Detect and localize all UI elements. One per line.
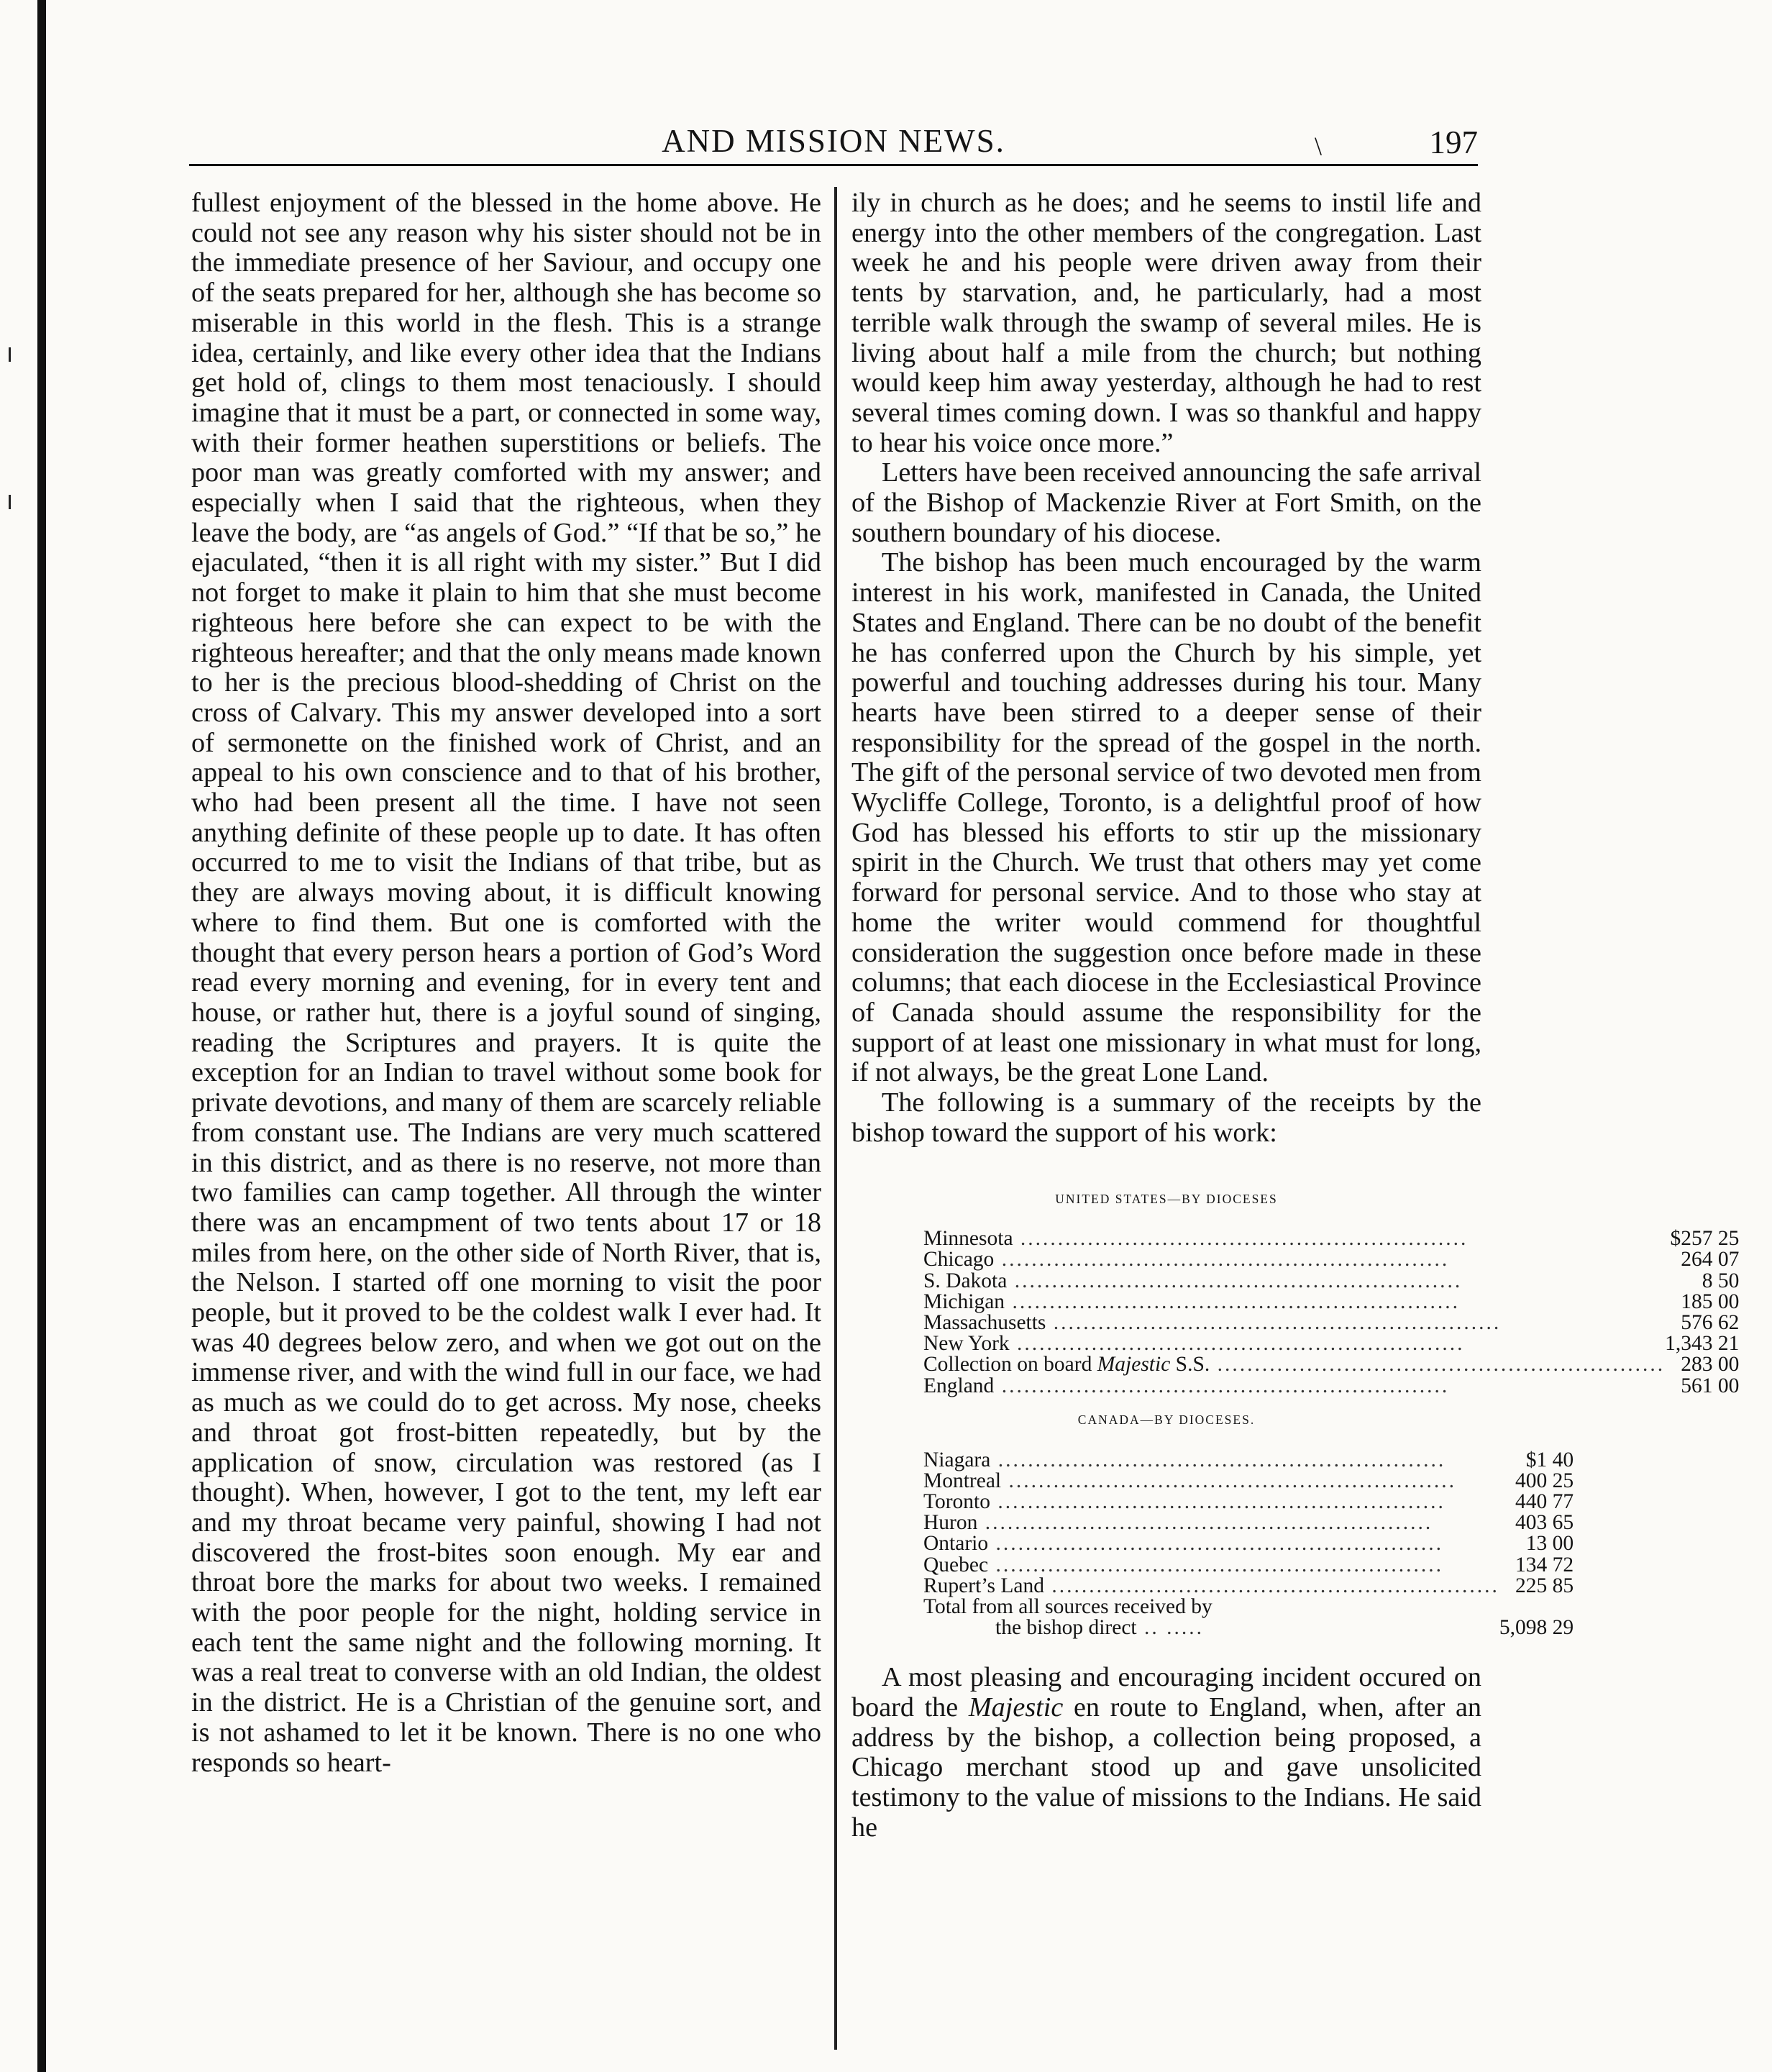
paragraph-bishop: The bishop has been much encouraged by the warm interest in his work, manifested in Canada, the United States and England. There can be no doubt of the benefit he has conferred upon the Church by his simple, yet powerful and touching addresses during his tour. Many hearts have been stirred to a deeper sense of their responsibility for the spread of the gospel in the north. The gift of the personal service of two devoted men from Wycliffe College, Toronto, is a delightful proof of how God has blessed his efforts to stir up the missionary spirit in the Church. We trust that others may yet come forward for personal service. And to those who stay at home the writer would commend for thoughtful consideration the suggestion once before made in these columns; that each diocese in the Ecclesiastical Province of Canada should assume the responsibility for the support of at least one missionary in what must for long, if not always, be the great Lone Land. bbox=[851, 547, 1481, 1088]
receipt-row: Niagara ............................................................ $1 40 bbox=[923, 1450, 1607, 1471]
receipt-row: Huron ............................................................ 403 65 bbox=[923, 1512, 1607, 1533]
total-row bbox=[923, 1597, 1607, 1617]
diocese-name: Michigan bbox=[923, 1290, 1005, 1313]
total-label-1: Total from all sources received by bbox=[923, 1594, 1212, 1618]
diocese-name: New York bbox=[923, 1332, 1010, 1356]
diocese-name: Massachusetts bbox=[923, 1311, 1046, 1335]
receipt-amount: 8 50 bbox=[1702, 1269, 1740, 1292]
page-header bbox=[189, 122, 1478, 167]
diocese-name: Minnesota bbox=[923, 1227, 1013, 1251]
receipt-row: Collection on board Majestic S.S. ............................................................ 283 00 bbox=[923, 1354, 1772, 1375]
paragraph-closing bbox=[851, 1663, 1481, 1843]
margin-mark bbox=[9, 347, 11, 362]
us-receipts-table bbox=[923, 1228, 1772, 1397]
left-column bbox=[191, 188, 821, 1778]
total-row-2: the bishop direct .. ..... 5,098 29 bbox=[923, 1617, 1607, 1638]
column-divider bbox=[834, 187, 837, 2050]
receipt-row: Montreal ............................................................ 400 25 bbox=[923, 1471, 1607, 1492]
receipt-row: Ontario ............................................................ 13 00 bbox=[923, 1533, 1607, 1554]
receipt-row: Massachusetts ............................................................ 576 62 bbox=[923, 1313, 1772, 1333]
receipt-row: Toronto ............................................................ 440 77 bbox=[923, 1492, 1607, 1512]
closing-after: en route to England, when, after an address by the bishop, a collection being proposed, a Chicago merchant stood up and gave unsolicited testimony to the value of missions to the Indians. He said he bbox=[851, 1692, 1481, 1843]
receipt-row: Rupert’s Land ............................................................ 225 85 bbox=[923, 1576, 1607, 1597]
receipt-amount: 440 77 bbox=[1515, 1489, 1574, 1513]
closing-before: A most pleasing and encouraging incident occured on board the bbox=[851, 1662, 1481, 1723]
diocese-name: Quebec bbox=[923, 1553, 989, 1576]
receipt-amount: 1,343 21 bbox=[1665, 1332, 1740, 1356]
right-column bbox=[851, 188, 1740, 1843]
receipt-amount: 283 00 bbox=[1681, 1353, 1740, 1377]
receipt-row: New York ............................................................ 1,343 21 bbox=[923, 1333, 1772, 1354]
receipt-amount: 225 85 bbox=[1515, 1574, 1574, 1597]
receipt-amount: $1 40 bbox=[1525, 1448, 1574, 1471]
diocese-name: Toronto bbox=[923, 1489, 990, 1513]
receipt-amount: 264 07 bbox=[1681, 1248, 1740, 1272]
receipt-amount: 185 00 bbox=[1681, 1290, 1740, 1313]
diocese-name: Huron bbox=[923, 1511, 978, 1535]
ship-suffix: S.S. bbox=[1170, 1353, 1210, 1377]
left-paragraph: fullest enjoyment of the blessed in the home above. He could not see any reason why his sister should not be in the immediate presence of her Saviour, and occupy one of the seats prepared for her, although she has become so miserable in this world in the flesh. This is a strange idea, certainly, and like every other idea that the Indians get hold of, clings to them most tenaciously. I should imagine that it must be a part, or connected in some way, with their former heathen superstitions or beliefs. The poor man was greatly comforted with my answer; and especially when I said that the righteous, when they leave the body, are “as angels of God.” “If that be so,” he ejaculated, “then it is all right with my sister.” But I did not forget to make it plain to him that she must become righteous here before she can expect to be with the righteous hereafter; and that the only means made known to her is the precious blood-shedding of Christ on the cross of Calvary. This my answer developed into a sort of sermonette on the finished work of Christ, and an appeal to his own conscience and to that of his brother, who had been present all the time. I have not seen anything definite of these people up to date. It has often occurred to me to visit the Indians of that tribe, but as they are always moving about, it is difficult knowing where to find them. But one is comforted with the thought that every person hears a portion of God’s Word read every morning and evening, for in every tent and house, or rather hut, there is a joyful sound of singing, reading the Scriptures and prayers. It is quite the exception for an Indian to travel without some book for private devotions, and many of them are scarcely reliable from constant use. The Indians are very much scattered in this district, and as there is no reserve, not more than two families can camp together. All through the winter there was an encampment of two tents about 17 or 18 miles from here, on the other side of North River, that is, the Nelson. I started off one morning to visit the poor people, but it proved to be the coldest walk I ever had. It was 40 degrees below zero, and when we got out on the immense river, and with the wind full in our face, we had as much as we could do to get across. My nose, cheeks and throat got frost-bitten repeatedly, but by the application of snow, circulation was restored (as I thought). When, however, I got to the tent, my left ear and my throat became very painful, showing I had not discovered the frost-bites soon enough. My ear and throat bore the marks for about two weeks. I remained with the poor people for the night, holding service in each tent the same night and the following morning. It was a real treat to converse with an old Indian, the oldest in the district. He is a Christian of the genuine sort, and is not ashamed to let it be known. There is no one who responds so heart- bbox=[191, 188, 821, 1778]
book-spine bbox=[37, 0, 46, 2072]
canada-receipts-heading: CANADA—BY DIOCESES. bbox=[1077, 1412, 1256, 1427]
receipt-row: Quebec ............................................................ 134 72 bbox=[923, 1555, 1607, 1576]
running-title: AND MISSION NEWS. bbox=[662, 123, 1005, 159]
receipt-amount: 561 00 bbox=[1681, 1374, 1740, 1397]
ship-name: Majestic bbox=[968, 1692, 1064, 1723]
receipt-amount: 13 00 bbox=[1525, 1532, 1574, 1556]
receipt-row: Michigan ............................................................ 185 00 bbox=[923, 1292, 1772, 1313]
stray-mark: \ bbox=[1315, 132, 1323, 160]
diocese-name: Niagara bbox=[923, 1448, 991, 1471]
margin-mark bbox=[9, 495, 11, 509]
receipt-amount: 400 25 bbox=[1515, 1469, 1574, 1492]
receipt-row: Chicago ............................................................ 264 07 bbox=[923, 1249, 1772, 1270]
diocese-name: Collection on board bbox=[923, 1353, 1092, 1377]
diocese-name: Rupert’s Land bbox=[923, 1574, 1044, 1597]
paragraph-summary-intro: The following is a summary of the receipts by the bishop toward the support of his work: bbox=[851, 1087, 1481, 1148]
receipt-row: Minnesota ............................................................ $257 25 bbox=[923, 1228, 1772, 1249]
total-label-2: the bishop direct bbox=[995, 1616, 1137, 1640]
receipt-row: England ............................................................ 561 00 bbox=[923, 1376, 1772, 1397]
receipt-amount: 576 62 bbox=[1681, 1311, 1740, 1335]
receipt-amount: $257 25 bbox=[1670, 1227, 1740, 1251]
page-number: 197 bbox=[1429, 124, 1478, 160]
us-receipts-heading: UNITED STATES—BY DIOCESES bbox=[1055, 1191, 1278, 1206]
diocese-name: S. Dakota bbox=[923, 1269, 1008, 1292]
paragraph-continuation: ily in church as he does; and he seems to instil life and energy into the other members of the congregation. Last week he and his people were driven away from their tents by starvation, and, he particularly, had a most terrible walk through the swamp of several miles. He is living about half a mile from the church; but nothing would keep him away yesterday, although he had to rest several times coming down. I was so thankful and happy to hear his voice once more.” bbox=[851, 188, 1481, 458]
total-amount: 5,098 29 bbox=[1499, 1616, 1574, 1640]
receipt-amount: 403 65 bbox=[1515, 1511, 1574, 1535]
diocese-name: England bbox=[923, 1374, 995, 1397]
diocese-name: Ontario bbox=[923, 1532, 989, 1556]
header-rule bbox=[189, 164, 1478, 166]
receipt-amount: 134 72 bbox=[1515, 1553, 1574, 1576]
receipt-row: S. Dakota ............................................................ 8 50 bbox=[923, 1271, 1772, 1292]
canada-receipts-table bbox=[923, 1450, 1607, 1639]
diocese-name: Montreal bbox=[923, 1469, 1002, 1492]
diocese-name: Chicago bbox=[923, 1248, 995, 1272]
paragraph-letters: Letters have been received announcing the safe arrival of the Bishop of Mackenzie River at Fort Smith, on the southern boundary of his diocese. bbox=[851, 457, 1481, 548]
ship-name: Majestic bbox=[1097, 1353, 1171, 1377]
